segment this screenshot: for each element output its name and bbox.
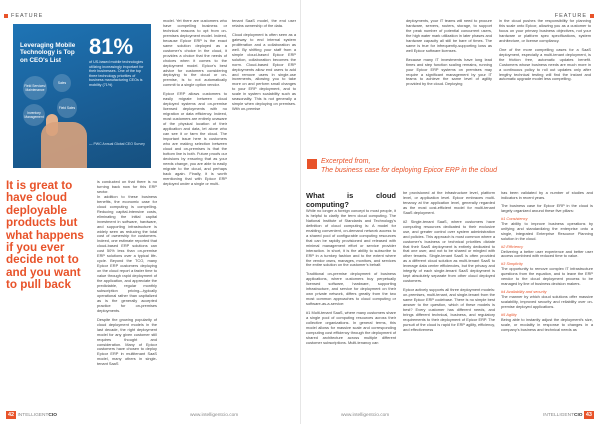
bubble: Field Services/ Maintenance (23, 76, 47, 100)
hand-image (41, 122, 87, 168)
footer-url[interactable]: www.intelligentcio.com (190, 413, 239, 418)
page-footer (543, 412, 594, 418)
hero-stat: 81% (89, 34, 134, 59)
article-column: deployments, your IT teams will need to procure hardware, servers, routers, storage, to support the peak number of potential concurrent users, the high water mark utilization in later phases and hardware capacity all still be bare of times. The same is true for infrequently-supporting lows as well Epicor software licenses. Because many IT investments have long lead times and step function scaling remains, running your Epicor ERP systems on premises may require a significant management by your IT teams to achieve the same level of agility provided by the cloud. Deploying (406, 18, 492, 87)
hero-graphic (13, 24, 151, 168)
brand: INTELLIGENTCIO (17, 413, 57, 418)
page-number: 42 (8, 412, 15, 418)
article-column: is conducted on that there is no turning back now for this ERP sector. In addition to these business benefits, the economic case for cloud computing is compelling. Reducing capital-intensive costs, eliminating the initial capital investment in software, hardware, and supporting infrastructure is widely seen as reducing the total cost of ownership for customers. Indeed, one estimate reported that cloud-based ERP solutions can cost 50% less than on-premise ERP solutions over a typical life-cycle. Beyond the TCO, many Epicor ERP customers deploying on the cloud report a faster time to value through rapid deployment of the application, and appreciate the predictable, regular monthly subscription pricing—typically operational rather than capitalized as is the generally accepted practice for on-premises deployments. Despite the growing popularity of cloud deployment models in the last decade, the right deployment model for any given customer still requires thought and consideration. Many of Epicor customers have chosen to deploy Epicor ERP in multitenant SaaS model, many others in single-tenant SaaS (97, 179, 157, 367)
pull-quote: It is great to have cloud deployable products but what happens if you ever decide not to and you want to pull back (6, 179, 84, 292)
section-label: FEATURE (4, 13, 43, 19)
bubble: Field Sales (57, 98, 77, 118)
article-column: in the cloud pushes the responsibility for planning this scale onto Epicor, allowing you as a customer to focus on your primary business objectives, not your hardware or platform spec specifications, system architecture, or license compliancy. One of the more compelling cases for a SaaS deployment, especially a multi-tenant deployment, is the friction free, automatic updates benefit. Customers whose business needs are much more in a continuous policy to roll out updates only after lengthy technical testing will find the instant and automatic upgrade model less compelling. (499, 18, 591, 82)
section-label: FEATURE (555, 13, 594, 19)
footer-url[interactable]: www.intelligentcio.com (341, 413, 390, 418)
hero-stat-text: of US-based mobile technologies utilizing increasingly important for their businesses. One of the top three technology priorities of business manufacturing CEOs is mobility (71%) (89, 60, 144, 87)
article-column: be provisioned at the infrastructure level, platform level, or application level. Epicor embraces multi-tenancy at the application level, generally regarded as the most cost-efficient model for multi-tenant SaaS deployment. #2 Single-tenant SaaS, where customers have computing resources dedicated to their exclusive use, and greater control over system administration and policies. This approach is most common where a customer’s business or technical priorities dictate that their SaaS deployment is entirely dedicated to that one user, and not to be shared or mingled with other tenants. Single-tenant SaaS is often provided as a different cloud solution as multi-tenant SaaS to leverage data center efficiencies, but the privacy and integrity of each single-tenant SaaS deployment is kept absolutely separate from other cloud deployed customers. Epicor actively supports all three deployment models: on-premises, multi-tenant, and single-tenant from the same Epicor ERP codebase. There is no simple best answer to the question, which of these models is best? Every customer has different needs, and brings different technical, business, and regulatory requirements to their deployment of Epicor ERP. The pursuit of the cloud is rapid for ERP agility, efficiency, and effectiveness (403, 190, 495, 332)
square-icon (590, 14, 594, 18)
page-number: 43 (585, 412, 592, 418)
bubble: Sales (53, 74, 71, 92)
article-column: model. Yet there are customers who have compelling business or technical reasons to opt from on-premises deployment model. Indeed, because Epicor ERP is the exact same solution deployed as a customer’s choice in the cloud, it provides a choice that the needs of choices when it comes to the deployment model. Epicor’s best advice for customers considering deploying to the cloud or on-premise, is to not automatically commit to a single option vendor. Epicor ERP allows customers to easily migrate between cloud deployed systems and on-premise licensed deployments with no migration or data efficiency. Indeed, most customers are entirely unaware of the physical location of their application and data, let alone who can see it or farm the cloud. The important issue here is customers who are making selection between cloud and on-premises is that the bottom line is both. Future proofs our decisions by ensuring that as your needs change, you are able to easily migrate to the cloud, and perhaps back again. Finally, it is worth mentioning that with Epicor ERP deployed under a single or multi- (163, 18, 227, 186)
excerpt-banner: Excerpted from, The business case for deploying Epicor ERP in the cloud (301, 151, 600, 187)
bubble: Inventory Management (23, 104, 45, 126)
brand: INTELLIGENTCIO (543, 413, 583, 418)
hero-source: — PWC Annual Global CEO Survey (89, 142, 145, 146)
section-heading: What is cloud computing? (306, 191, 396, 209)
square-icon (307, 159, 317, 169)
right-page (300, 0, 600, 424)
article-column: What is cloud computing? While no longer a foreign concept to most people, it is helpful to clarify the term cloud computing. The National Institute of Standards and Technology’s definition of cloud computing is: A model for enabling convenient, on-demand network access to a shared pool of configurable computing resources that can be rapidly provisioned and released with minimal management effort or service provider interaction. In short, it is the ability to subscribe to ERP in a turnkey fashion and to the extent where the vendor owns, manages, monitors, and services the entire solution on the customer’s behalf. Traditional on-premise deployment of business applications, where customers buy perpetually licensed software, hardware, supporting infrastructure, and service for deployment on their own private network, differs greatly from the two most common approaches to cloud computing or software-as-a-service: #1 Multi-tenant SaaS, where many customers share a single pool of computing resources across their collective organizations. In general terms, this model allows for massive scale and corresponding computing cost efficiency through the deployment of shared architecture across multiple different customer subscriptions. Multi-tenancy can (306, 191, 396, 345)
square-icon (4, 14, 8, 18)
article-column: has been validated by a number of studies and indicators in recent years. The business case for Epicor ERP in the cloud is largely organized around these five pillars: #1 Consistency The ability to improve business operations by unifying and standardizing the enterprise onto a single, integrated Enterprise Resource Planning solution in the cloud. #2 Efficiency Delivering a better user experience and better user access combined with reduced time to value. #3 Simplicity The opportunity to remove complex IT infrastructure questions from the equation, and to leave the ERP vendor to the cloud deployment process to be managed by line of business decision makers. #4 Availability and security The manner by which cloud solutions offer massive scalability, improved security and reliability over on-premise deployed applications. #5 Agility Being able to instantly adjust the deployment’s size, scale, or modality in response to changes in a company’s business and technical needs as (501, 190, 593, 332)
hero-title: Leveraging Mobile Technology is Top on CEO's List (20, 42, 76, 64)
page-footer (6, 412, 57, 418)
article-column: tenant SaaS model, the end user retains ownership of the data. Cloud deployment is often seen as a gateway to end internal system proliferation and a collaboration as well. By shifting your staff from a simple cloud-based Epicor ERP solution, collaboration becomes the norm. Cloud-based Epicor ERP deployments allow end users to add and remove users in single-use increments, allowing you to take more on and perform small changes to your ERP deployment, and to scale in system scalability such as seasonality. This is not generally a simple when deploying on premises. With on-premise (232, 18, 296, 112)
